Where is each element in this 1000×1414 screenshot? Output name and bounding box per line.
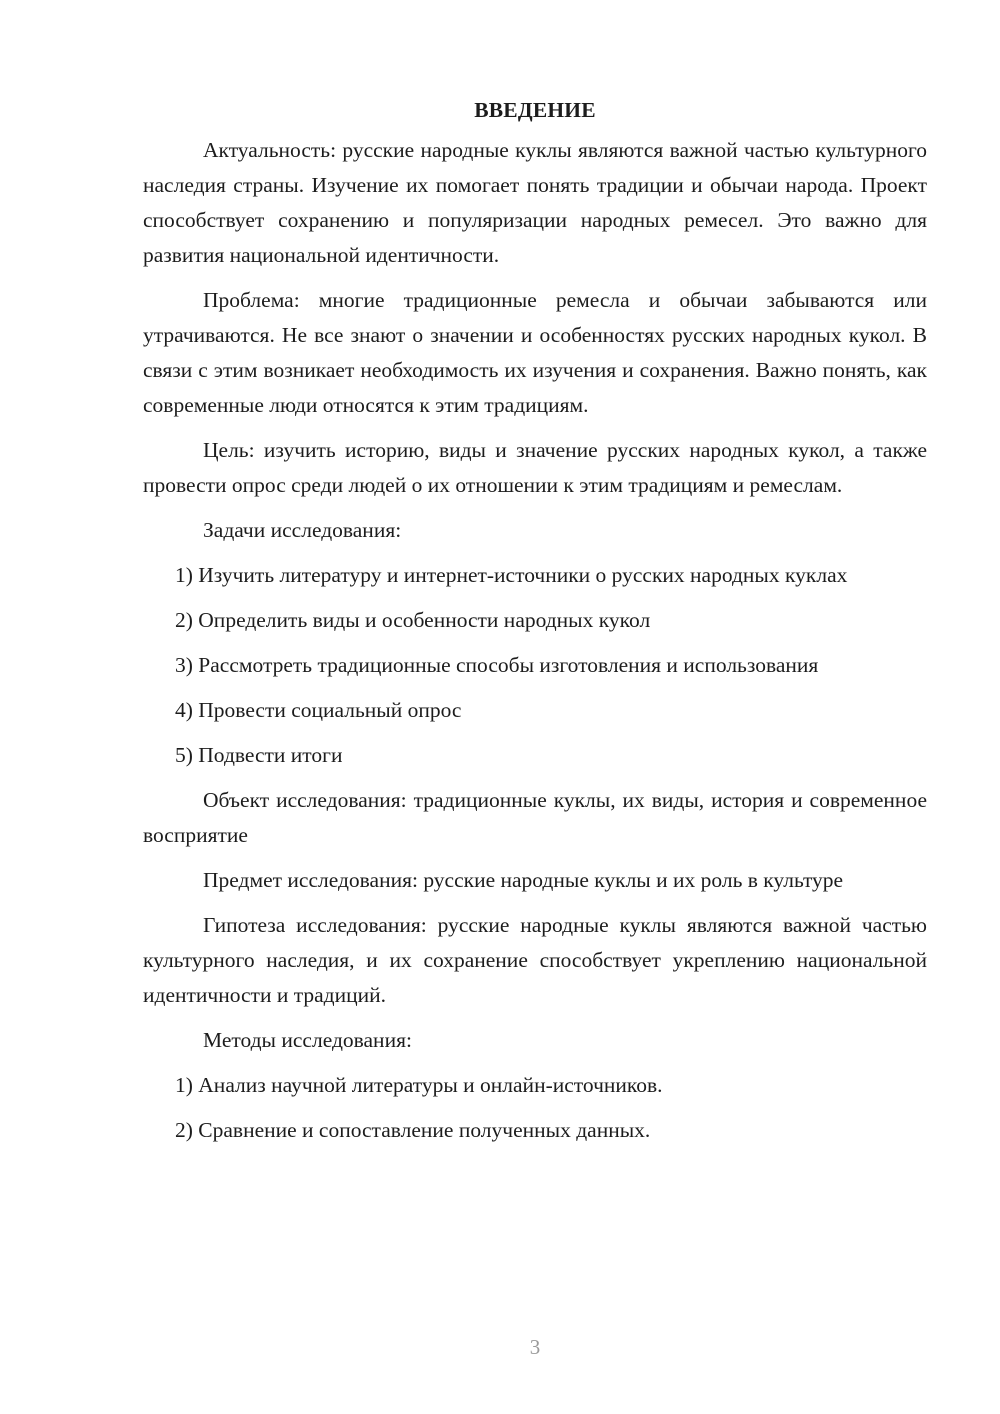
task-item: 2) Определить виды и особенности народных кукол xyxy=(175,608,651,632)
task-item: 3) Рассмотреть традиционные способы изготовления и использования xyxy=(175,653,819,677)
method-item: 1) Анализ научной литературы и онлайн-источников. xyxy=(175,1073,663,1097)
task-item: 4) Провести социальный опрос xyxy=(175,698,462,722)
paragraph-object: Объект исследования: традиционные куклы, их виды, история и современное восприятие xyxy=(143,788,927,847)
tasks-list xyxy=(143,558,927,773)
task-item: 1) Изучить литературу и интернет-источники о русских народных куклах xyxy=(175,563,848,587)
methods-title: Методы исследования: xyxy=(203,1028,412,1052)
method-item: 2) Сравнение и сопоставление полученных данных. xyxy=(175,1118,651,1142)
page-number: 3 xyxy=(529,1335,541,1359)
paragraph-problem: Проблема: многие традиционные ремесла и обычаи забываются или утрачиваются. Не все знают о значении и особенностях русских народных кукол. В связи с этим возникает необходимость их изучения и сохранения. Важно понять, как современные люди относятся к этим традициям. xyxy=(143,288,927,417)
paragraph-hypothesis: Гипотеза исследования: русские народные куклы являются важной частью культурного наследия, и их сохранение способствует укреплению национальной идентичности и традиций. xyxy=(143,913,927,1007)
section-heading: ВВЕДЕНИЕ xyxy=(474,98,596,122)
tasks-title: Задачи исследования: xyxy=(203,518,402,542)
methods-list xyxy=(143,1068,927,1148)
paragraph-goal: Цель: изучить историю, виды и значение русских народных кукол, а также провести опрос среди людей о их отношении к этим традициям и ремеслам. xyxy=(143,438,927,497)
paragraph-relevance: Актуальность: русские народные куклы являются важной частью культурного наследия страны. Изучение их помогает понять традиции и обычаи народа. Проект способствует сохранению и популяризации народных ремесел. Это важно для развития национальной идентичности. xyxy=(143,138,927,267)
paragraph-subject: Предмет исследования: русские народные куклы и их роль в культуре xyxy=(203,868,844,892)
task-item: 5) Подвести итоги xyxy=(175,743,343,767)
